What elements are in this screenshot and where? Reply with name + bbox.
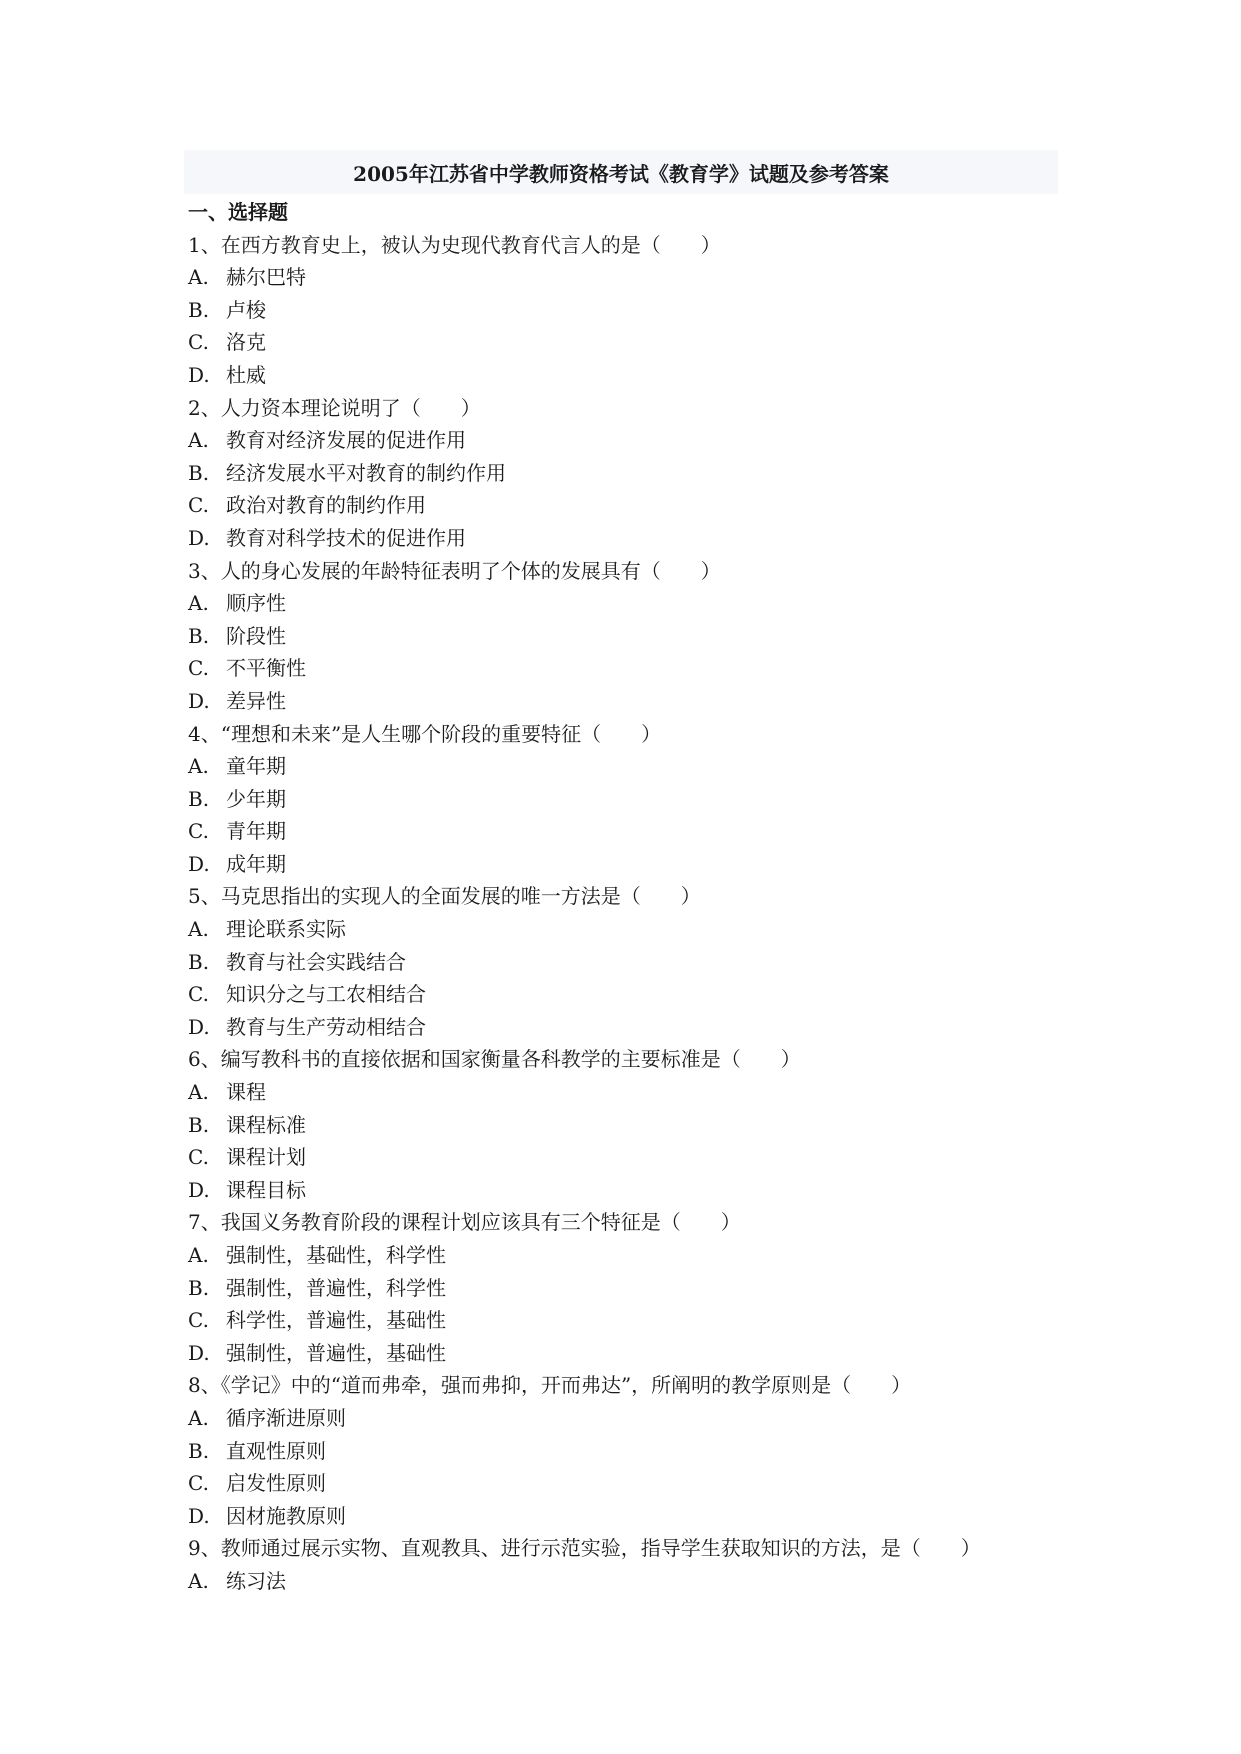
option-text: 阶段性 — [226, 623, 286, 648]
option-text: 赫尔巴特 — [226, 265, 306, 290]
document-body — [188, 196, 1068, 1598]
option-line — [188, 1500, 1068, 1533]
option-line — [188, 685, 1068, 718]
option-text: 青年期 — [226, 819, 286, 844]
option-letter: D. — [188, 362, 210, 387]
option-letter: B. — [188, 297, 210, 322]
question-stem: 5、马克思指出的实现人的全面发展的唯一方法是（ ） — [188, 884, 701, 909]
option-line — [188, 620, 1068, 653]
option-letter: A. — [188, 428, 209, 453]
option-letter: D. — [188, 1177, 210, 1202]
question-stem: 1、在西方教育史上，被认为史现代教育代言人的是（ ） — [188, 232, 721, 257]
option-letter: D. — [188, 1340, 210, 1365]
option-letter: A. — [188, 591, 209, 616]
option-letter: A. — [188, 917, 209, 942]
option-letter: B. — [188, 460, 210, 485]
option-line — [188, 489, 1068, 522]
option-line — [188, 1337, 1068, 1370]
option-text: 练习法 — [226, 1568, 286, 1593]
option-text: 教育对科学技术的促进作用 — [226, 525, 466, 550]
option-text: 强制性，普遍性，基础性 — [226, 1340, 446, 1365]
option-line — [188, 457, 1068, 490]
option-text: 卢梭 — [226, 297, 266, 322]
option-letter: C. — [188, 819, 209, 844]
option-letter: A. — [188, 754, 209, 779]
option-line — [188, 1402, 1068, 1435]
option-line — [188, 424, 1068, 457]
option-text: 教育对经济发展的促进作用 — [226, 428, 466, 453]
option-letter: C. — [188, 656, 209, 681]
option-letter: A. — [188, 1243, 209, 1267]
option-text: 直观性原则 — [226, 1438, 326, 1463]
option-letter: B. — [188, 623, 210, 648]
option-text: 理论联系实际 — [226, 917, 346, 942]
option-text: 强制性，基础性，科学性 — [226, 1243, 446, 1267]
option-line — [188, 1109, 1068, 1142]
option-text: 因材施教原则 — [226, 1503, 346, 1528]
option-line — [188, 522, 1068, 555]
option-text: 差异性 — [226, 688, 286, 713]
question-stem: 7、我国义务教育阶段的课程计划应该具有三个特征是（ ） — [188, 1210, 741, 1235]
option-text: 成年期 — [226, 851, 286, 876]
option-letter: C. — [188, 982, 209, 1007]
option-line — [188, 1076, 1068, 1109]
option-letter: B. — [188, 1112, 210, 1137]
option-line — [188, 1304, 1068, 1337]
option-line — [188, 587, 1068, 620]
option-letter: D. — [188, 1503, 210, 1528]
document-title: 2005年江苏省中学教师资格考试《教育学》试题及参考答案 — [353, 162, 889, 186]
option-letter: C. — [188, 330, 209, 355]
option-line — [188, 1239, 1068, 1272]
option-text: 科学性，普遍性，基础性 — [226, 1308, 446, 1333]
option-letter: A. — [188, 265, 209, 290]
option-letter: B. — [188, 1438, 210, 1463]
option-text: 童年期 — [226, 754, 286, 779]
option-line — [188, 1174, 1068, 1207]
option-text: 杜威 — [226, 362, 266, 387]
option-line — [188, 1565, 1068, 1598]
option-line — [188, 815, 1068, 848]
option-line — [188, 750, 1068, 783]
question-stem: 4、“理想和未来”是人生哪个阶段的重要特征（ ） — [188, 721, 662, 746]
option-letter: C. — [188, 493, 209, 518]
option-line — [188, 1435, 1068, 1468]
option-text: 教育与生产劳动相结合 — [226, 1014, 426, 1039]
option-text: 少年期 — [226, 786, 286, 811]
option-letter: B. — [188, 786, 210, 811]
option-text: 课程标准 — [226, 1112, 306, 1137]
question-stem: 2、人力资本理论说明了（ ） — [188, 395, 481, 420]
option-line — [188, 359, 1068, 392]
option-line — [188, 1272, 1068, 1305]
option-text: 经济发展水平对教育的制约作用 — [226, 460, 506, 485]
option-letter: C. — [188, 1471, 209, 1496]
option-text: 强制性，普遍性，科学性 — [226, 1275, 446, 1300]
option-line — [188, 261, 1068, 294]
option-line — [188, 1141, 1068, 1174]
option-line — [188, 848, 1068, 881]
option-text: 启发性原则 — [226, 1471, 326, 1496]
option-letter: A. — [188, 1568, 209, 1593]
question-stem: 3、人的身心发展的年龄特征表明了个体的发展具有（ ） — [188, 558, 721, 583]
option-line — [188, 1467, 1068, 1500]
option-letter: D. — [188, 688, 210, 713]
option-letter: D. — [188, 851, 210, 876]
option-letter: B. — [188, 949, 210, 974]
option-text: 课程目标 — [226, 1177, 306, 1202]
option-letter: A. — [188, 1080, 209, 1105]
option-line — [188, 326, 1068, 359]
option-text: 政治对教育的制约作用 — [226, 493, 426, 518]
option-line — [188, 946, 1068, 979]
option-text: 课程计划 — [226, 1145, 306, 1170]
option-text: 知识分之与工农相结合 — [226, 982, 426, 1007]
option-line — [188, 913, 1068, 946]
option-letter: A. — [188, 1405, 209, 1430]
option-line — [188, 1011, 1068, 1044]
option-text: 不平衡性 — [226, 656, 306, 681]
option-letter: B. — [188, 1275, 210, 1300]
option-letter: D. — [188, 1014, 210, 1039]
section-heading: 一、选择题 — [188, 200, 288, 224]
option-text: 课程 — [226, 1080, 266, 1105]
option-text: 顺序性 — [226, 591, 286, 616]
option-letter: C. — [188, 1308, 209, 1333]
question-stem: 9、教师通过展示实物、直观教具、进行示范实验，指导学生获取知识的方法，是（ ） — [188, 1536, 981, 1561]
option-line — [188, 783, 1068, 816]
option-text: 循序渐进原则 — [226, 1405, 346, 1430]
question-stem: 8、《学记》中的“道而弗牵，强而弗抑，开而弗达”，所阐明的教学原则是（ ） — [188, 1373, 912, 1398]
option-letter: D. — [188, 525, 210, 550]
option-line — [188, 294, 1068, 327]
option-text: 洛克 — [226, 330, 266, 355]
option-text: 教育与社会实践结合 — [226, 949, 406, 974]
option-letter: C. — [188, 1145, 209, 1170]
option-line — [188, 652, 1068, 685]
option-line — [188, 978, 1068, 1011]
question-stem: 6、编写教科书的直接依据和国家衡量各科教学的主要标准是（ ） — [188, 1047, 801, 1072]
